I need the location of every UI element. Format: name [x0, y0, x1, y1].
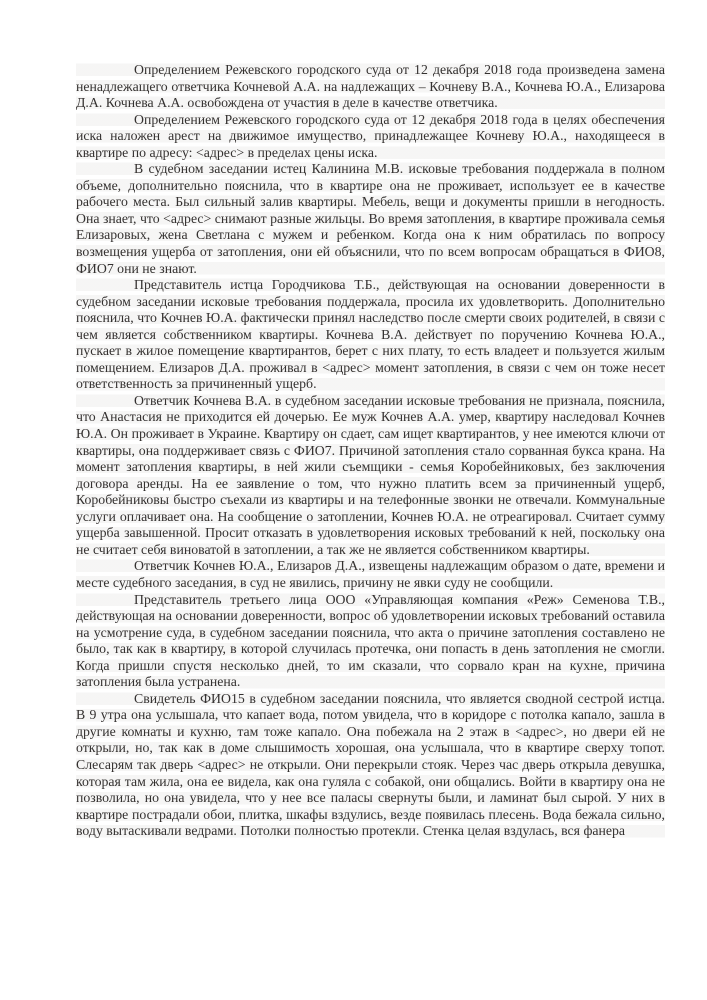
paragraph: Ответчик Кочнева В.А. в судебном заседании исковые требования не признала, пояснила, что Анастасия не приходится ей дочерью. Ее муж Кочнев А.А. умер, квартиру наследовал Кочнев Ю.А. Он проживает в Украине. Квартиру он сдает, сам ищет квартирантов, у нее имеются ключи от квартиры, она поддерживает связь с ФИО7. Причиной затопления стало сорванная букса крана. На момент затопления квартиры, в ней жили съемщики - семья Коробейниковых, без заключения договора аренды. На ее заявление о том, что нужно платить всем за причиненный ущерб, Коробейниковы быстро съехали из квартиры и на телефонные звонки не отвечали. Коммунальные услуги оплачивает она. На сообщение о затоплении, Кочнев Ю.А. не отреагировал. Считает сумму ущерба завышенной. Просит отказать в удовлетворения исковых требований к ней, поскольку она не считает себя виноватой в затоплении, а так же не является собственником квартиры. — [76, 392, 665, 557]
paragraph: Представитель третьего лица ООО «Управляющая компания «Реж» Семенова Т.В., действующая на основании доверенности, вопрос об удовлетворении исковых требований оставила на усмотрение суда, в судебном заседании пояснила, что акта о причине затопления составлено не было, так как в квартиру, в которой случилась протечка, они попасть в день затопления не смогли. Когда пришли спустя несколько дней, то им сказали, что сорвало кран на кухне, причина затопления была устранена. — [76, 591, 665, 690]
paragraph: Определением Режевского городского суда от 12 декабря 2018 года произведена замена ненадлежащего ответчика Кочневой А.А. на надлежащих – Кочневу В.А., Кочнева Ю.А., Елизарова Д.А. Кочнева А.А. освобождена от участия в деле в качестве ответчика. — [76, 62, 665, 111]
paragraph: Свидетель ФИО15 в судебном заседании пояснила, что является сводной сестрой истца. В 9 утра она услышала, что капает вода, потом увидела, что в коридоре с потолка капало, зашла в другие комнаты и кухню, там тоже капало. Она побежала на 2 этаж в <адрес>, но двери ей не открыли, но, так как в доме слышимость хорошая, она услышала, что в квартире сверху топот. Слесарям так дверь <адрес> не открыли. Они перекрыли стояк. Через час дверь открыла девушка, которая там жила, она ее видела, как она гуляла с собакой, они общались. Войти в квартиру она не позволила, но она увидела, что у нее все паласы свернуты были, и ламинат был сырой. У них в квартире пострадали обои, плитка, шкафы вздулись, везде появилась плесень. Вода бежала сильно, воду вытаскивали ведрами. Потолки полностью протекли. Стенка целая вздулась, вся фанера — [76, 690, 665, 839]
paragraph: Определением Режевского городского суда от 12 декабря 2018 года в целях обеспечения иска наложен арест на движимое имущество, принадлежащее Кочневу Ю.А., находящееся в квартире по адресу: <адрес> в пределах цены иска. — [76, 111, 665, 160]
paragraph: В судебном заседании истец Калинина М.В. исковые требования поддержала в полном объеме, дополнительно пояснила, что в квартире она не проживает, использует ее в качестве рабочего места. Был сильный залив квартиры. Мебель, вещи и документы пришли в негодность. Она знает, что <адрес> снимают разные жильцы. Во время затопления, в квартире проживала семья Елизаровых, жена Светлана с мужем и ребенком. Когда она к ним обратилась по вопросу возмещения ущерба от затопления, они ей объяснили, что по всем вопросам обращаться в ФИО8, ФИО7 они не знают. — [76, 161, 665, 276]
paragraph: Ответчик Кочнев Ю.А., Елизаров Д.А., извещены надлежащим образом о дате, времени и месте судебного заседания, в суд не явились, причину не явки суду не сообщили. — [76, 558, 665, 590]
paragraph: Представитель истца Городчикова Т.Б., действующая на основании доверенности в судебном заседании исковые требования поддержала, просила их удовлетворить. Дополнительно пояснила, что Кочнев Ю.А. фактически принял наследство после смерти своих родителей, в связи с чем является собственником квартиры. Кочнева В.А. действует по поручению Кочнева Ю.А., пускает в жилое помещение квартирантов, берет с них плату, то есть владеет и пользуется жилым помещением. Елизаров Д.А. проживал в <адрес> момент затопления, в связи с чем он тоже несет ответственность за причиненный ущерб. — [76, 277, 665, 392]
document-text-block — [76, 62, 665, 840]
